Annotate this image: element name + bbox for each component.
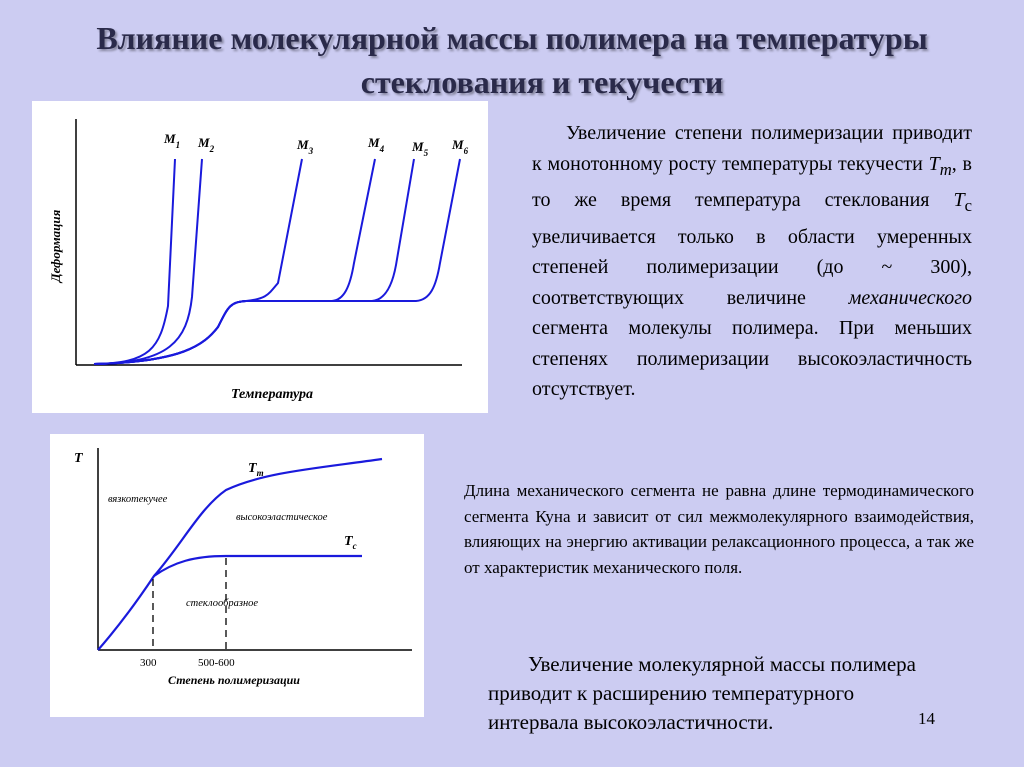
- title-line-2: стеклования и текучести: [360, 64, 724, 100]
- tick-500-600: 500-600: [198, 657, 235, 669]
- curve-tc: [154, 556, 362, 576]
- region-viscous: вязкотекучее: [108, 494, 168, 505]
- para1-mechanical: механического: [848, 286, 972, 309]
- page-number: 14: [918, 709, 935, 728]
- curve-m6: [94, 159, 460, 364]
- fig2-curves: [98, 459, 382, 650]
- para1-part-c: увеличивается только в области умеренных степеней полимеризации (до ~ 300), соответствующих величине: [532, 225, 972, 309]
- curve-tt: [98, 459, 382, 650]
- fig2-xlabel: Степень полимеризации: [168, 673, 300, 687]
- label-m5: $M_5$: [412, 139, 429, 158]
- region-highelastic: высокоэластическое: [236, 512, 328, 523]
- slide-title: [0, 16, 1024, 104]
- para1-part-a: Увеличение степени полимеризации приводит к монотонному росту температуры текучести: [532, 122, 972, 175]
- title-line-1: Влияние молекулярной массы полимера на температуры: [96, 20, 928, 56]
- curve-m1: [94, 159, 175, 364]
- figure1-svg: [32, 101, 488, 413]
- label-m6: $M_6$: [452, 137, 469, 156]
- fig2-y-letter: T: [74, 451, 83, 466]
- fig1-xlabel: Температура: [230, 387, 314, 402]
- label-m4: $M_4$: [368, 135, 385, 154]
- para1-tm-sub: m: [939, 159, 952, 179]
- curve-m5: [94, 159, 414, 364]
- paragraph-polymerization-degree: [532, 118, 972, 405]
- region-glassy: стеклообразное: [186, 598, 259, 609]
- label-m2: $M_2$: [198, 135, 215, 154]
- label-m1: $M_1$: [164, 131, 181, 150]
- curve-m4: [94, 159, 375, 364]
- conclusion-line-2: приводит к расширению температурного: [488, 681, 855, 705]
- tick-300: 300: [140, 657, 157, 669]
- paragraph-segment-length: Длина механического сегмента не равна длине термодинамического сегмента Куна и зависит от сил межмолекулярного взаимодействия, влияющих на энергию активации релаксационного процесса, а так же от характеристик механического поля.: [464, 481, 974, 577]
- para1-tc: T: [953, 189, 965, 211]
- para1-part-b: , в то же время температура стеклования: [532, 152, 972, 211]
- para1-part-d: сегмента молекулы полимера. При меньших степенях полимеризации высокоэластичность отсутствует.: [532, 317, 972, 400]
- figure-temperature-polymerization: [50, 434, 424, 717]
- curve-m3: [94, 159, 302, 364]
- fig1-curves: [94, 159, 460, 364]
- label-tt: $T_т$: [248, 461, 264, 478]
- fig1-ylabel: Деформация: [48, 209, 63, 283]
- figure2-svg: [50, 434, 424, 717]
- para1-tc-sub: c: [964, 196, 972, 215]
- figure-deformation-temperature: [32, 101, 488, 413]
- curve-m2: [94, 159, 202, 364]
- para1-tm: T: [928, 152, 940, 175]
- conclusion-line-1: Увеличение молекулярной массы полимера: [528, 652, 916, 676]
- conclusion-line-3: интервала высокоэластичности.: [488, 710, 774, 734]
- label-m3: $M_3$: [297, 137, 314, 156]
- label-tc: $T_с$: [344, 534, 357, 551]
